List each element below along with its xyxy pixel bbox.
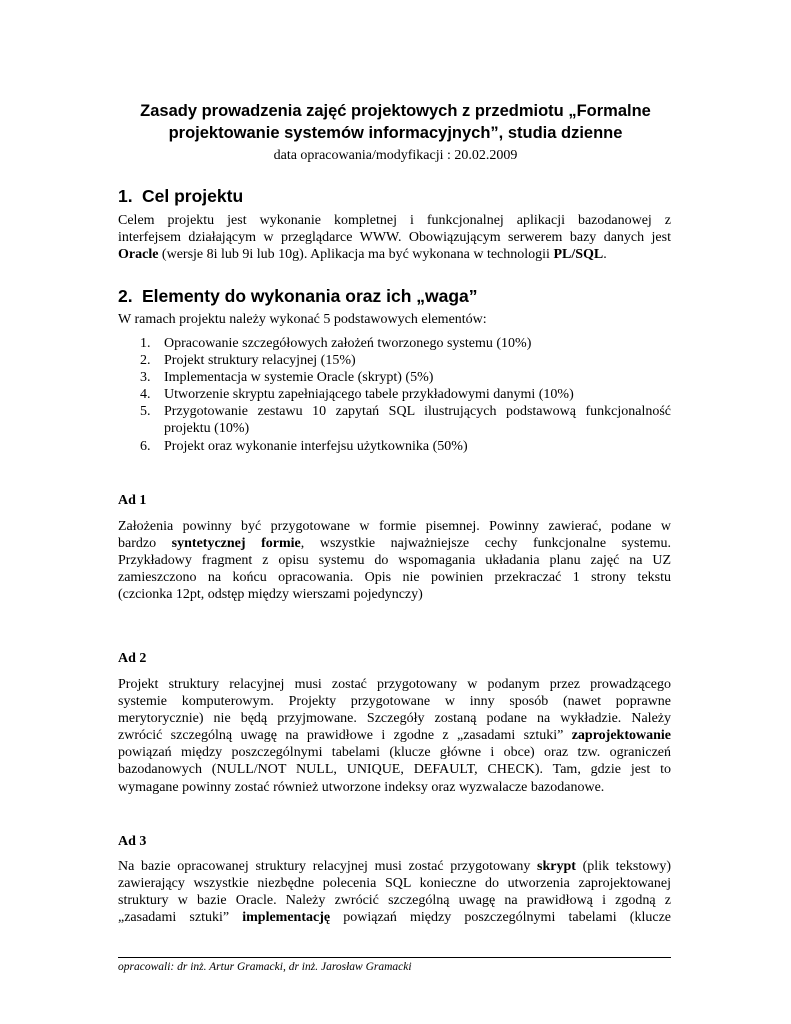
ad-2-line: powiązań między poszczególnymi tabelami (klucze główne i obce) oraz tzw. ograniczeń bbox=[118, 745, 671, 761]
document-title bbox=[110, 100, 681, 144]
section-2-title: Elementy do wykonania oraz ich „waga” bbox=[142, 286, 478, 306]
bold-plsql: PL/SQL bbox=[553, 247, 604, 263]
list-number: 3. bbox=[140, 370, 151, 386]
section-1-line: interfejsem działającym w przeglądarce WWW. Obowiązującym serwerem bazy danych jest bbox=[118, 230, 671, 246]
list-text: Implementacja w systemie Oracle (skrypt) (5%) bbox=[164, 370, 434, 386]
ad-2-line: merytorycznie) nie będą przyjmowane. Szczegóły zostaną podane na wykładzie. Należy bbox=[118, 711, 671, 727]
list-number: 1. bbox=[140, 336, 151, 351]
ad-2-line: bazodanowych (NULL/NOT NULL, UNIQUE, DEFAULT, CHECK). Tam, gdzie jest to bbox=[118, 762, 671, 778]
document-date: data opracowania/modyfikacji : 20.02.2009 bbox=[273, 148, 518, 163]
section-1-heading bbox=[118, 185, 243, 207]
ad-2-line: Projekt struktury relacyjnej musi zostać przygotowany w podanym przez prowadzącego bbox=[118, 677, 671, 692]
ad-3-line bbox=[118, 909, 671, 926]
elements-list bbox=[118, 335, 671, 455]
footer-divider bbox=[118, 957, 671, 958]
ad-1-line: Przykładowy fragment z opisu systemu do wspomagania układania planu zajęć na UZ bbox=[118, 553, 671, 569]
bold-synthetic-form: syntetycznej formie bbox=[171, 536, 301, 552]
list-text: projektu (10%) bbox=[164, 421, 250, 437]
section-1-title: Cel projektu bbox=[142, 186, 244, 206]
ad-1-paragraph bbox=[118, 518, 671, 603]
bold-skrypt: skrypt bbox=[537, 859, 576, 874]
ad-3-text: „zasadami sztuki” bbox=[118, 910, 243, 926]
section-1-line: Celem projektu jest wykonanie kompletnej i funkcjonalnej aplikacji bazodanowej z bbox=[118, 213, 671, 228]
ad-2-line: systemie komputerowym. Projekty przygotowane w inny sposób (nawet poprawne bbox=[118, 694, 671, 710]
list-item bbox=[118, 352, 671, 369]
bold-implementacje: implementację bbox=[242, 910, 331, 926]
ad-1-line: Założenia powinny być przygotowane w formie pisemnej. Powinny zawierać, podane w bbox=[118, 519, 671, 534]
section-2-number: 2. bbox=[118, 286, 133, 306]
ad-3-line bbox=[118, 858, 671, 875]
list-number: 4. bbox=[140, 387, 151, 403]
ad-2-line bbox=[118, 727, 671, 744]
list-text: Przygotowanie zestawu 10 zapytań SQL ilustrujących podstawową funkcjonalność bbox=[164, 404, 671, 420]
ad-1-label: Ad 1 bbox=[118, 493, 147, 508]
list-item bbox=[118, 335, 671, 352]
title-line-2: projektowanie systemów informacyjnych”, studia dzienne bbox=[168, 124, 623, 142]
list-number: 2. bbox=[140, 353, 151, 369]
ad-1-line bbox=[118, 535, 671, 552]
list-number: 6. bbox=[140, 438, 151, 454]
bold-oracle: Oracle bbox=[118, 247, 159, 263]
section-1-number: 1. bbox=[118, 186, 133, 206]
list-item bbox=[118, 403, 671, 437]
ad-3-line: zawierający wszystkie niezbędne polecenia SQL konieczne do utworzenia zaprojektowanej bbox=[118, 876, 671, 892]
section-2-intro: W ramach projektu należy wykonać 5 podstawowych elementów: bbox=[118, 312, 487, 327]
list-text: Projekt struktury relacyjnej (15%) bbox=[164, 353, 356, 369]
ad-1-line: (czcionka 12pt, odstęp między wierszami pojedynczy) bbox=[118, 587, 423, 603]
ad-3-text: Na bazie opracowanej struktury relacyjnej musi zostać przygotowany bbox=[118, 859, 538, 874]
title-line-1: Zasady prowadzenia zajęć projektowych z przedmiotu „Formalne bbox=[140, 102, 651, 120]
section-1-text: (wersje 8i lub 9i lub 10g). Aplikacja ma być wykonana w technologii bbox=[158, 247, 554, 263]
section-1-line bbox=[118, 246, 671, 263]
ad-1-line: zamieszczono na końcu opracowania. Opis nie powinien przekraczać 1 strony tekstu bbox=[118, 570, 671, 586]
ad-3-label: Ad 3 bbox=[118, 834, 147, 849]
list-number: 5. bbox=[140, 404, 151, 420]
footer-authors: opracowali: dr inż. Artur Gramacki, dr inż. Jarosław Gramacki bbox=[118, 961, 412, 973]
ad-2-line: wymagane powinny zostać również utworzone indeksy oraz wyzwalacze bazodanowe. bbox=[118, 779, 605, 795]
ad-2-paragraph bbox=[118, 676, 671, 796]
section-1-paragraph bbox=[118, 212, 671, 263]
ad-3-paragraph bbox=[118, 858, 671, 926]
ad-3-text: powiązań między poszczególnymi tabelami (klucze bbox=[330, 910, 672, 926]
list-item bbox=[118, 386, 671, 403]
section-1-text: . bbox=[603, 247, 607, 263]
ad-2-label: Ad 2 bbox=[118, 651, 147, 666]
bold-zaprojektowanie: zaprojektowanie bbox=[571, 728, 671, 744]
ad-1-text: bardzo bbox=[118, 536, 172, 552]
list-text: Projekt oraz wykonanie interfejsu użytkownika (50%) bbox=[164, 438, 468, 454]
ad-2-text: zwrócić szczególną uwagę na prawidłowe i zgodne z „zasadami sztuki” bbox=[118, 728, 572, 744]
ad-3-text: (plik tekstowy) bbox=[575, 859, 671, 874]
list-text: Opracowanie szczegółowych założeń tworzonego systemu (10%) bbox=[164, 336, 532, 351]
section-2-heading bbox=[118, 285, 478, 307]
list-text: Utworzenie skryptu zapełniającego tabele przykładowymi danymi (10%) bbox=[164, 387, 574, 403]
list-item bbox=[118, 369, 671, 386]
list-item bbox=[118, 438, 671, 455]
ad-3-line: struktury w bazie Oracle. Należy zwrócić szczególną uwagę na prawidłową i zgodną z bbox=[118, 893, 671, 909]
ad-1-text: , wszystkie najważniejsze cechy funkcjonalne systemu. bbox=[300, 536, 671, 552]
